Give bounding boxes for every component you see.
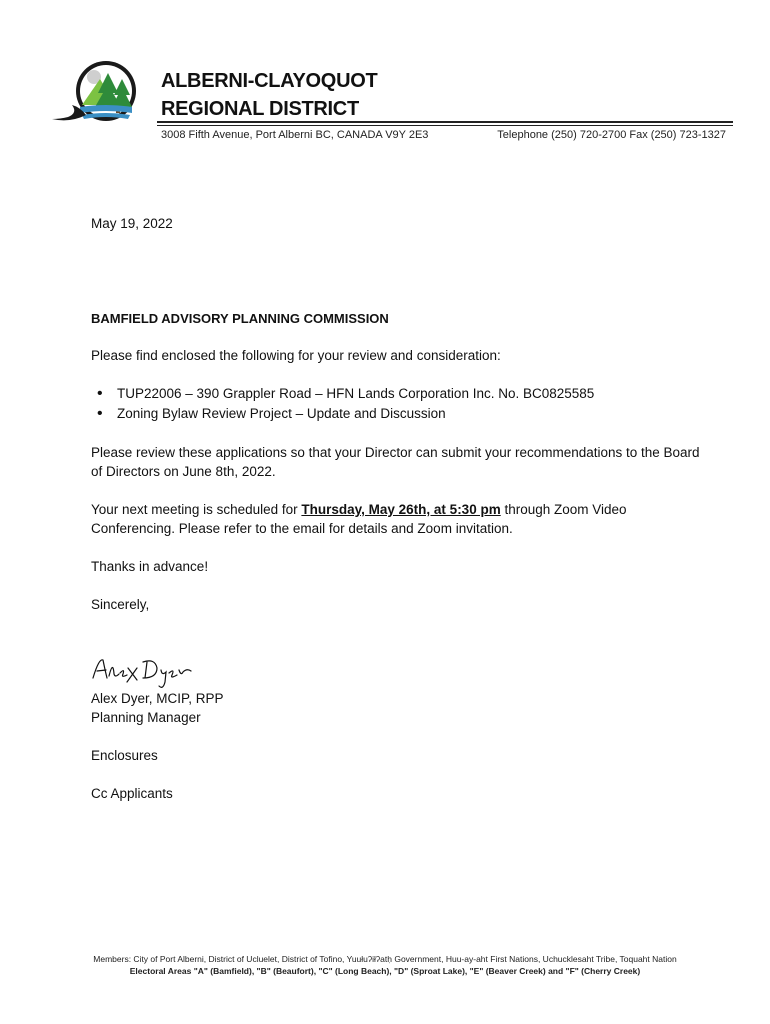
meeting-paragraph	[91, 500, 711, 538]
letter-heading: BAMFIELD ADVISORY PLANNING COMMISSION	[91, 311, 389, 326]
closing-line: Sincerely,	[91, 597, 150, 612]
list-item: • TUP22006 – 390 Grappler Road – HFN Lands Corporation Inc. No. BC0825585	[91, 384, 594, 404]
handwritten-signature-icon	[89, 652, 199, 692]
org-name-line1: ALBERNI-CLAYOQUOT	[161, 70, 378, 92]
signer-title: Planning Manager	[91, 710, 201, 725]
meeting-paragraph-prefix: Your next meeting is scheduled for	[91, 502, 302, 517]
org-name-line2: REGIONAL DISTRICT	[161, 98, 359, 120]
thanks-line: Thanks in advance!	[91, 559, 209, 574]
footer-electoral-areas: Electoral Areas "A" (Bamfield), "B" (Beaufort), "C" (Long Beach), "D" (Sproat Lake), "E" (Beaver Creek) and "F" (Cherry Creek)	[129, 966, 641, 976]
signer-name: Alex Dyer, MCIP, RPP	[91, 691, 224, 706]
meeting-datetime: Thursday, May 26th, at 5:30 pm	[301, 502, 501, 517]
review-paragraph: Please review these applications so that your Director can submit your recommendations to the Board of Directors on June 8th, 2022.	[91, 445, 700, 479]
enclosures-line: Enclosures	[91, 748, 158, 763]
header-rule-thick	[157, 121, 733, 123]
org-address: 3008 Fifth Avenue, Port Alberni BC, CANADA V9Y 2E3	[161, 129, 429, 141]
letter-intro: Please find enclosed the following for your review and consideration:	[91, 348, 501, 363]
meeting-paragraph-suffix: through Zoom Video Conferencing. Please refer to the email for details and Zoom invitation.	[91, 502, 627, 536]
header-rule-thin	[157, 125, 733, 126]
list-item: • Zoning Bylaw Review Project – Update and Discussion	[91, 404, 594, 424]
footer-members: Members: City of Port Alberni, District of Ucluelet, District of Tofino, Yuułuʔiłʔatḥ Government, Huu-ay-aht First Nations, Uchucklesaht Tribe, Toquaht Nation	[93, 954, 677, 964]
org-name	[161, 67, 377, 123]
letter-date: May 19, 2022	[91, 216, 173, 231]
enclosure-list	[91, 384, 594, 424]
regional-district-logo-icon	[50, 57, 150, 129]
org-phone-fax: Telephone (250) 720-2700 Fax (250) 723-1327	[497, 129, 726, 141]
cc-line: Cc Applicants	[91, 786, 173, 801]
